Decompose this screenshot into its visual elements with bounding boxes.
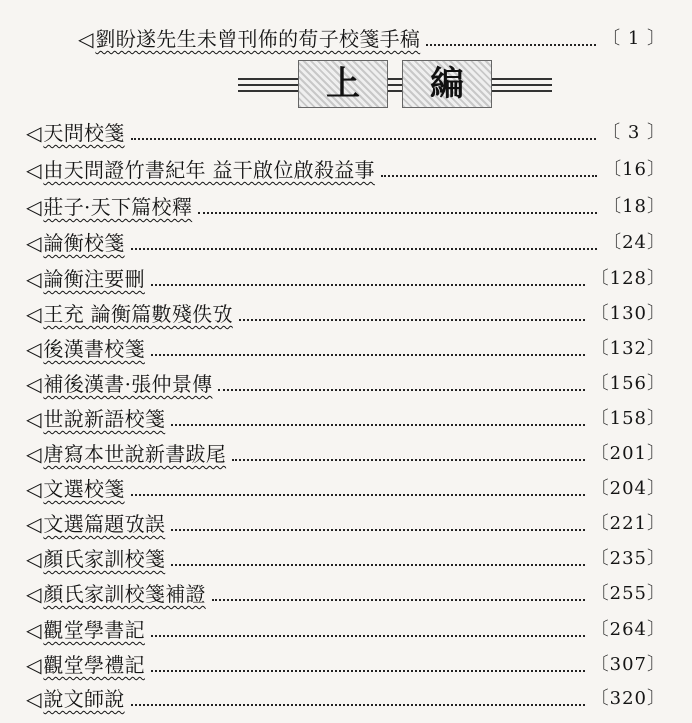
dot-leader: [198, 212, 597, 214]
dot-leader: [218, 389, 584, 391]
dot-leader: [239, 319, 585, 321]
triangle-marker-icon: ◁: [26, 407, 42, 431]
toc-entry[interactable]: [26, 684, 666, 714]
entry-page-number: 〔264〕: [590, 619, 666, 640]
toc-entry[interactable]: [26, 439, 666, 469]
entry-page-number: 〔 1 〕: [602, 28, 666, 49]
toc-entry[interactable]: [26, 228, 666, 258]
entry-title: 論衡注要刪: [43, 267, 145, 291]
entry-page-number: 〔18〕: [603, 196, 666, 217]
triangle-marker-icon: ◁: [26, 302, 42, 326]
entry-title: 世說新語校箋: [43, 407, 166, 431]
banner-rule: [238, 90, 552, 92]
entry-title: 顏氏家訓校箋補證: [43, 582, 206, 606]
entry-title: 觀堂學禮記: [43, 653, 145, 677]
entry-page-number: 〔320〕: [590, 688, 666, 709]
dot-leader: [151, 284, 585, 286]
dot-leader: [171, 424, 584, 426]
entry-title: 論衡校箋: [43, 231, 125, 255]
triangle-marker-icon: ◁: [26, 337, 42, 361]
entry-page-number: 〔255〕: [590, 583, 666, 604]
entry-page-number: 〔235〕: [590, 548, 666, 569]
dot-leader: [381, 175, 597, 177]
triangle-marker-icon: ◁: [26, 477, 42, 501]
toc-entry[interactable]: [26, 615, 666, 645]
toc-entry[interactable]: [26, 579, 666, 609]
entry-page-number: 〔156〕: [590, 373, 666, 394]
triangle-marker-icon: ◁: [26, 687, 42, 711]
entry-page-number: 〔221〕: [590, 513, 666, 534]
banner-rule: [238, 84, 552, 86]
section-heading: [238, 56, 552, 110]
dot-leader: [232, 459, 585, 461]
entry-page-number: 〔307〕: [590, 654, 666, 675]
entry-page-number: 〔158〕: [590, 408, 666, 429]
toc-entry[interactable]: [26, 192, 666, 222]
entry-title: 莊子·天下篇校釋: [43, 195, 193, 219]
toc-entry[interactable]: [26, 474, 666, 504]
entry-title: 王充 論衡篇數殘佚攷: [43, 302, 233, 326]
entry-page-number: 〔132〕: [590, 338, 666, 359]
dot-leader: [151, 670, 585, 672]
entry-title: 後漢書校箋: [43, 337, 145, 361]
triangle-marker-icon: ◁: [26, 158, 42, 182]
section-char-box: [298, 60, 388, 108]
toc-entry[interactable]: [26, 334, 666, 364]
dot-leader: [131, 138, 597, 140]
entry-title: 唐寫本世說新書跋尾: [43, 442, 227, 466]
dot-leader: [151, 635, 585, 637]
triangle-marker-icon: ◁: [26, 618, 42, 642]
toc-entry[interactable]: [26, 544, 666, 574]
triangle-marker-icon: ◁: [26, 195, 42, 219]
dot-leader: [426, 44, 596, 46]
entry-page-number: 〔204〕: [590, 478, 666, 499]
toc-entry[interactable]: [26, 264, 666, 294]
toc-entry[interactable]: [26, 299, 666, 329]
entry-page-number: 〔201〕: [590, 443, 666, 464]
triangle-marker-icon: ◁: [78, 27, 94, 51]
banner-rule: [238, 78, 552, 80]
triangle-marker-icon: ◁: [26, 547, 42, 571]
section-char-box: [402, 60, 492, 108]
entry-page-number: 〔128〕: [590, 268, 666, 289]
entry-title: 文選篇題攷誤: [43, 512, 166, 536]
entry-title: 由天問證竹書紀年 益干啟位啟殺益事: [43, 158, 375, 182]
entry-title: 說文師說: [43, 687, 125, 711]
entry-title: 補後漢書·張仲景傳: [43, 372, 213, 396]
triangle-marker-icon: ◁: [26, 267, 42, 291]
toc-entry-preface[interactable]: [78, 24, 666, 54]
section-char: 上: [326, 64, 360, 104]
triangle-marker-icon: ◁: [26, 653, 42, 677]
entry-title: 天問校箋: [43, 121, 125, 145]
triangle-marker-icon: ◁: [26, 121, 42, 145]
entry-page-number: 〔24〕: [603, 232, 666, 253]
entry-title: 劉盼遂先生未曾刊佈的荀子校箋手稿: [95, 27, 421, 51]
triangle-marker-icon: ◁: [26, 372, 42, 396]
section-char: 編: [430, 64, 464, 104]
triangle-marker-icon: ◁: [26, 231, 42, 255]
toc-entry[interactable]: [26, 509, 666, 539]
entry-title: 文選校箋: [43, 477, 125, 501]
entry-title: 觀堂學書記: [43, 618, 145, 642]
dot-leader: [171, 529, 584, 531]
triangle-marker-icon: ◁: [26, 442, 42, 466]
triangle-marker-icon: ◁: [26, 512, 42, 536]
dot-leader: [212, 599, 585, 601]
triangle-marker-icon: ◁: [26, 582, 42, 606]
entry-page-number: 〔 3 〕: [602, 122, 666, 143]
toc-entry[interactable]: [26, 404, 666, 434]
toc-entry[interactable]: [26, 650, 666, 680]
entry-page-number: 〔16〕: [603, 159, 666, 180]
entry-page-number: 〔130〕: [590, 303, 666, 324]
dot-leader: [131, 704, 585, 706]
dot-leader: [171, 564, 584, 566]
dot-leader: [131, 494, 585, 496]
dot-leader: [151, 354, 585, 356]
entry-title: 顏氏家訓校箋: [43, 547, 166, 571]
dot-leader: [131, 248, 598, 250]
toc-entry[interactable]: [26, 118, 666, 148]
toc-entry[interactable]: [26, 369, 666, 399]
toc-entry[interactable]: [26, 155, 666, 185]
